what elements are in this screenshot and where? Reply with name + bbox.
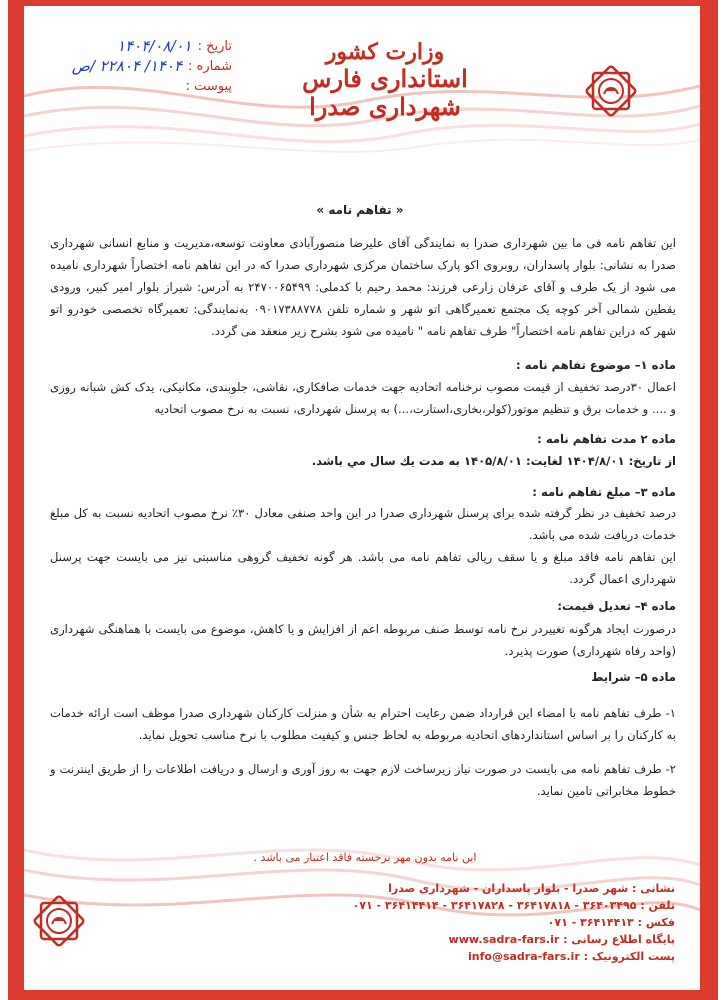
- address-value: شهر صدرا - بلوار پاسداران - شهرداری صدرا: [388, 882, 629, 895]
- section-5-clause-1: ۱- طرف تفاهم نامه با امضاء این قرارداد ضمن رعایت احترام به شأن و منزلت کارکنان شهرداری صدرا موظف است ارائه خدمات به کارکنان را بر اساس استانداردهای اتحادیه مربوطه به لحاظ جنس و کیفیت مطلوب با نرخ مناسب تحویل نماید.: [50, 706, 676, 742]
- footer-contact-block: [352, 880, 675, 965]
- email-label: پست الکترونیک :: [583, 950, 675, 963]
- letter-metadata: [32, 36, 232, 96]
- number-label: شماره :: [188, 58, 232, 74]
- footer-phone: [352, 897, 675, 914]
- letterhead-title: [300, 40, 470, 120]
- date-value: ۱۴۰۴/۰۸/۰۱: [117, 37, 192, 55]
- section-4-title: ماده ۴– تعدیل قیمت:: [557, 599, 676, 613]
- section-2-text: از تاریخ: ۱۴۰۴/۸/۰۱ لغایت: ۱۴۰۵/۸/۰۱ به مدت یك سال مي باشد.: [311, 454, 676, 468]
- section-4-text: درصورت ایجاد هرگونه تغییردر نرخ نامه توسط صنف مربوطه اعم از افزایش و یا کاهش، موضوع می بایست با هماهنگی شهرداری (واحد رفاه شهرداری) صورت پذیرد.: [50, 622, 676, 658]
- ministry-name: وزارت کشور: [325, 39, 445, 65]
- bottom-border: [8, 990, 718, 1000]
- section-2-title: ماده ۲ مدت تفاهم نامه :: [537, 432, 676, 446]
- municipality-name: شهرداری صدرا: [309, 91, 461, 121]
- section-3-text-1: درصد تخفیف در نظر گرفته شده برای پرسنل شهرداری صدرا در این واحد صنفی معادل ۳۰٪ نرخ مصوب اتحادیه نسبت به کل مبلغ خدمات دریافت شده می باشد.: [50, 506, 676, 542]
- right-border: [700, 0, 718, 1000]
- province-name: استانداری فارس: [302, 64, 468, 94]
- seal-disclaimer: این نامه بدون مهر برجسته فاقد اعتبار می باشد .: [253, 851, 477, 864]
- section-5-clause-2: ۲- طرف تفاهم نامه می بایست در صورت نیاز زیرساخت لازم جهت به روز آوری و ارسال و دریافت اطلاعات را از طریق اینترنت و خطوط مخابراتی تامین نماید.: [50, 762, 676, 798]
- section-1-text: اعمال ۳۰درصد تخفیف از قیمت مصوب نرخنامه اتحادیه جهت خدمات صافکاری، نقاشی، جلوبندی، مکانیکی، یدک کش شبانه روزی و .... و خدمات برق و تنظیم موتور(کولر،بخاری،استارت،...) به پرسنل شهرداری، نسبت به نرخ مصوب اتحادیه: [50, 380, 676, 416]
- number-row: [32, 56, 232, 76]
- intro-paragraph: این تفاهم نامه فی ما بین شهرداری صدرا به نمایندگی آقای علیرضا منصورآبادی معاونت توسعه،مدیریت و منابع انسانی شهرداری صدرا به نشانی: بلوار پاسداران، روبروی اکو پارک ساختمان مرکزی شهرداری صدرا که در این تفاهم نامه اختصاراً شهرداری نامیده می شود از یک طرف و آقای عرفان زارعی فرزند: محمد رحیم با کدملی: ۲۴۷۰۰۶۵۴۹۹ به آدرس: شیراز بلوار امیر کبیر، ورودی یقطین شمالی آخر کوچه یک مجتمع تعمیرگاهی اتو شهر و شماره تلفن ۰۹۰۱۷۳۸۸۷۷۸ به‌نمایندگی: تعمیرگاه تخصصی خودرو اتو شهر که دراین تفاهم نامه اختصاراً" طرف تفاهم نامه " نامیده می شود بشرح زیر منعقد می گردد.: [50, 236, 676, 338]
- section-3-text-2: این تفاهم نامه فاقد مبلغ و یا سقف ریالی تفاهم نامه می باشد. هر گونه تخفیف گروهی مناسبتی نیز می بایست جهت پرسنل شهرداری اعمال گردد.: [50, 550, 676, 586]
- website-label: پایگاه اطلاع رسانی :: [563, 933, 675, 946]
- email-link[interactable]: info@sadra-fars.ir: [468, 950, 580, 963]
- footer-fax: [445, 914, 675, 931]
- attachment-row: [32, 76, 232, 96]
- website-link[interactable]: www.sadra-fars.ir: [448, 933, 560, 946]
- address-label: نشانی :: [632, 882, 675, 895]
- footer-address: [388, 880, 675, 897]
- date-label: تاریخ :: [197, 38, 232, 54]
- fax-label: فکس :: [637, 916, 675, 929]
- section-5-title: ماده ۵– شرایط: [591, 670, 676, 684]
- footer-email: [445, 948, 675, 965]
- municipality-emblem-icon: [580, 60, 642, 122]
- phone-label: تلفن :: [640, 899, 675, 912]
- document-title: « تفاهم نامه »: [316, 203, 404, 217]
- phone-value: ۳۶۴۰۳۴۹۵ - ۳۶۴۱۷۸۱۸ - ۳۶۴۱۷۸۲۸ - ۳۶۴۱۴۴۱۴ - ۰۷۱: [352, 899, 637, 912]
- footer-website: [445, 931, 675, 948]
- left-border: [8, 0, 24, 1000]
- attachment-label: پیوست :: [185, 78, 232, 94]
- fax-value: ۳۶۴۱۴۴۱۳ - ۰۷۱: [547, 916, 634, 929]
- section-3-title: ماده ۳– مبلغ تفاهم نامه :: [532, 485, 676, 499]
- municipality-emblem-icon-footer: [28, 890, 90, 952]
- number-value: ۱۴۰۴/ ۲۲۸۰۴ /ص: [71, 57, 183, 75]
- date-row: [32, 36, 232, 56]
- section-1-title: ماده ۱– موضوع تفاهم نامه :: [516, 358, 676, 372]
